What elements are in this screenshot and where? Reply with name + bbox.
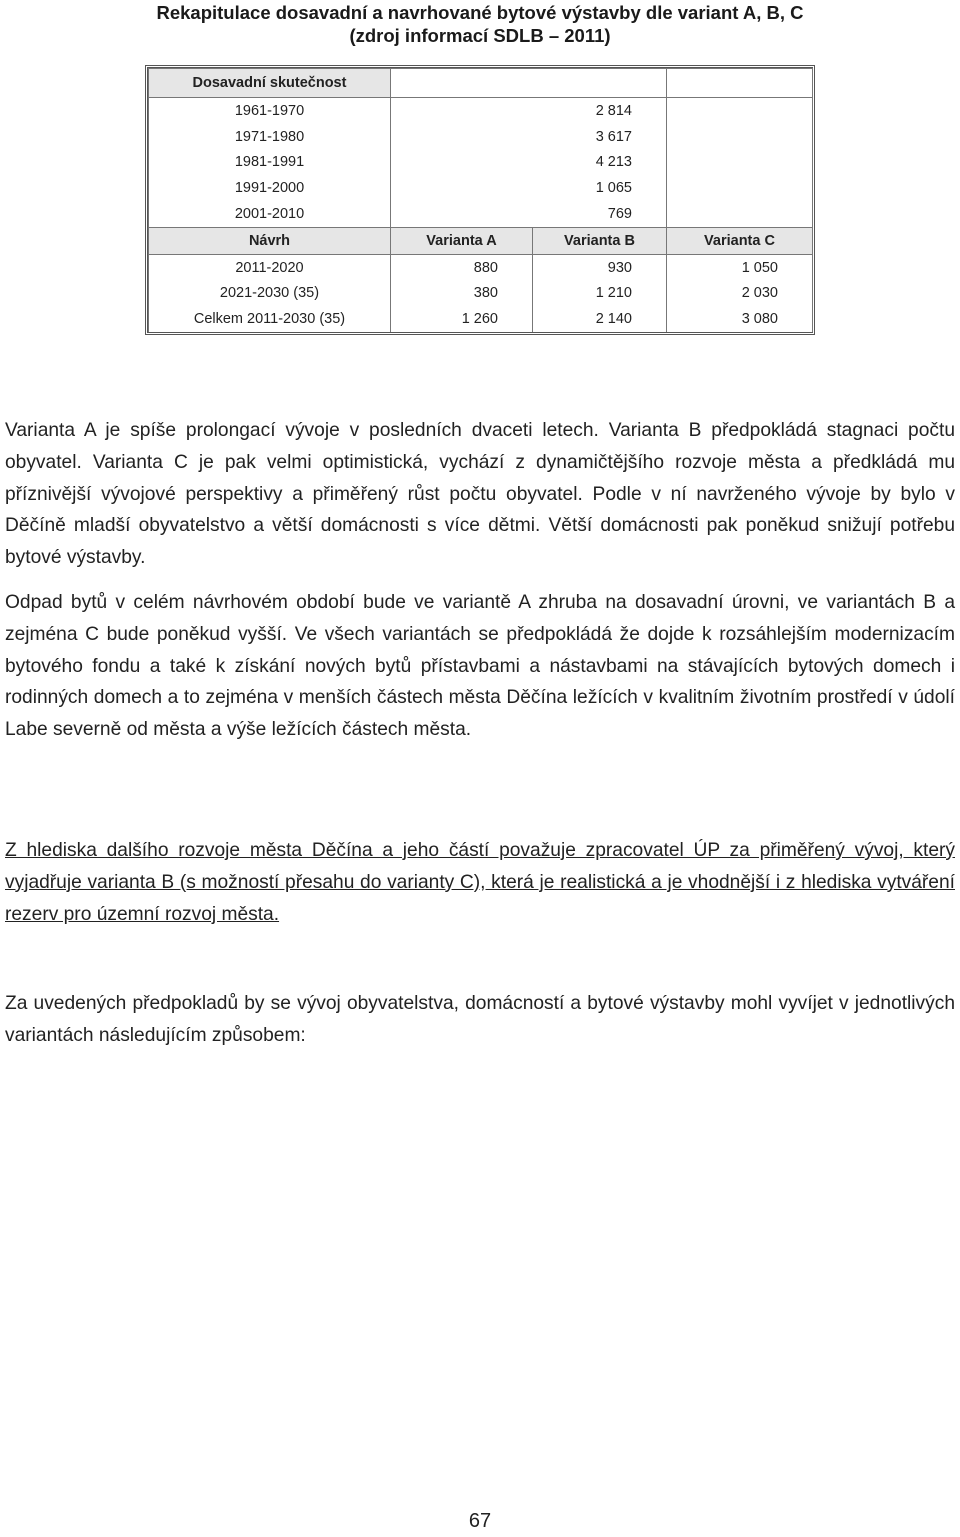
- table-row-total: [149, 306, 813, 332]
- variant-a-cell: 1 260: [391, 306, 533, 332]
- empty-cell: [667, 201, 813, 227]
- table-row: [149, 281, 813, 307]
- table-row: [149, 98, 813, 124]
- table-section-header-row: [149, 69, 813, 98]
- section-header-existing: Dosavadní skutečnost: [149, 69, 391, 98]
- empty-cell: [667, 175, 813, 201]
- variant-b-cell: 1 210: [533, 281, 667, 307]
- empty-header-cell: [667, 69, 813, 98]
- header-variant-c: Varianta C: [667, 227, 813, 254]
- table-row: [149, 150, 813, 176]
- document-subtitle-source: (zdroj informací SDLB – 2011): [349, 25, 611, 46]
- table-row: [149, 124, 813, 150]
- value-cell: 3 617: [391, 124, 667, 150]
- period-cell: 1971-1980: [149, 124, 391, 150]
- header-proposal: Návrh: [149, 227, 391, 254]
- paragraph-variants-description: Varianta A je spíše prolongací vývoje v posledních dvaceti letech. Varianta B předpokládá stagnaci počtu obyvatel. Varianta C je pak velmi optimistická, vychází z dynamičtějšího rozvoje města a předkládá mu příznivější vývojové perspektivy a přiměřený růst počtu obyvatel. Podle v ní navrženého vývoje by bylo v Děčíně mladší obyvatelstvo a větší domácnosti s více dětmi. Větší domácnosti pak poněkud snižují potřebu bytové výstavby.: [5, 420, 955, 569]
- period-cell: 2001-2010: [149, 201, 391, 227]
- paragraph-housing-loss: Odpad bytů v celém návrhovém období bude ve variantě A zhruba na dosavadní úrovni, ve variantách B a zejména C bude poněkud vyšší. Ve všech variantách se předpokládá že dojde k rozsáhlejším modernizacím bytového fondu a také k získání nových bytů přístavbami a nástavbami na stávajících bytových domech i rodinných domech a to zejména v menších částech města Děčína ležících v kvalitním životním prostředí v údolí Labe severně od města a výše ležících částech města.: [5, 592, 955, 741]
- value-cell: 1 065: [391, 175, 667, 201]
- empty-header-cell: [391, 69, 667, 98]
- paragraph-conclusion-underlined: Z hlediska dalšího rozvoje města Děčína a jeho částí považuje zpracovatel ÚP za přiměřený vývoj, který vyjadřuje varianta B (s možností přesahu do varianty C), která je realistická a je vhodnější i z hlediska vytváření rezerv pro územní rozvoj města.: [5, 840, 955, 925]
- variant-c-cell: 1 050: [667, 254, 813, 280]
- document-title: Rekapitulace dosavadní a navrhované bytové výstavby dle variant A, B, C: [156, 2, 804, 23]
- housing-construction-table: [145, 65, 815, 335]
- header-variant-a: Varianta A: [391, 227, 533, 254]
- header-variant-b: Varianta B: [533, 227, 667, 254]
- period-cell: Celkem 2011-2030 (35): [149, 306, 391, 332]
- empty-cell: [667, 98, 813, 124]
- variant-c-cell: 3 080: [667, 306, 813, 332]
- period-cell: 2011-2020: [149, 254, 391, 280]
- period-cell: 1991-2000: [149, 175, 391, 201]
- value-cell: 2 814: [391, 98, 667, 124]
- paragraph-intro-next: Za uvedených předpokladů by se vývoj obyvatelstva, domácností a bytové výstavby mohl vyvíjet v jednotlivých variantách následujícím způsobem:: [5, 993, 955, 1046]
- table-row: [149, 201, 813, 227]
- empty-cell: [667, 150, 813, 176]
- variant-c-cell: 2 030: [667, 281, 813, 307]
- variant-b-cell: 930: [533, 254, 667, 280]
- value-cell: 4 213: [391, 150, 667, 176]
- variant-a-cell: 880: [391, 254, 533, 280]
- period-cell: 1981-1991: [149, 150, 391, 176]
- table-row: [149, 175, 813, 201]
- period-cell: 1961-1970: [149, 98, 391, 124]
- variant-a-cell: 380: [391, 281, 533, 307]
- table-variant-header-row: [149, 227, 813, 254]
- variant-b-cell: 2 140: [533, 306, 667, 332]
- empty-cell: [667, 124, 813, 150]
- period-cell: 2021-2030 (35): [149, 281, 391, 307]
- page-number: 67: [468, 1510, 492, 1532]
- value-cell: 769: [391, 201, 667, 227]
- table-row: [149, 254, 813, 280]
